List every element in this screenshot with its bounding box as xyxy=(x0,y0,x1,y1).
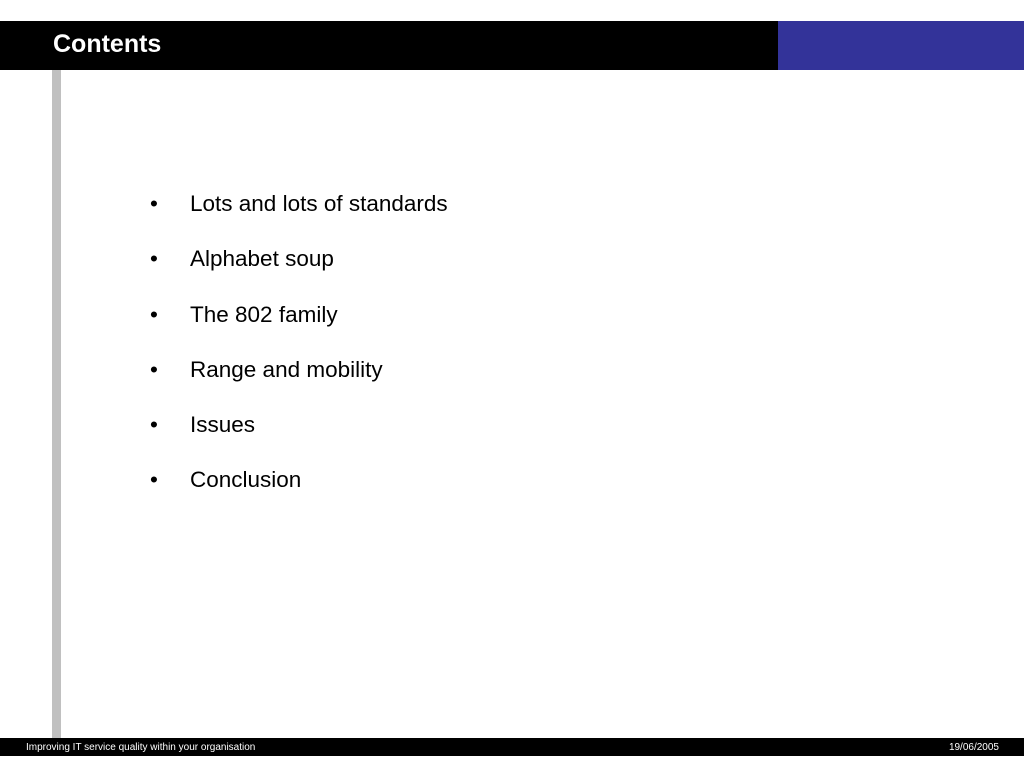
bullet-dot-icon: • xyxy=(150,356,158,382)
list-item-text: Lots and lots of standards xyxy=(190,191,448,216)
side-rule xyxy=(52,70,61,738)
footer-title: Improving IT service quality within your organisation xyxy=(26,742,256,753)
header-accent-block xyxy=(778,21,1024,70)
bullet-dot-icon: • xyxy=(150,246,158,272)
list-item-text: The 802 family xyxy=(190,301,338,327)
footer-date: 19/06/2005 xyxy=(948,742,999,753)
list-item-text: Issues xyxy=(190,412,256,438)
list-item-text: Range and mobility xyxy=(190,356,383,382)
slide-title: Contents xyxy=(53,30,162,58)
list-item-text: Conclusion xyxy=(190,467,302,493)
bullet-dot-icon: • xyxy=(150,301,158,327)
bullet-dot-icon: • xyxy=(150,191,158,216)
list-item-text: Alphabet soup xyxy=(190,246,334,272)
bullet-dot-icon: • xyxy=(150,412,158,438)
bullet-dot-icon: • xyxy=(150,467,158,493)
